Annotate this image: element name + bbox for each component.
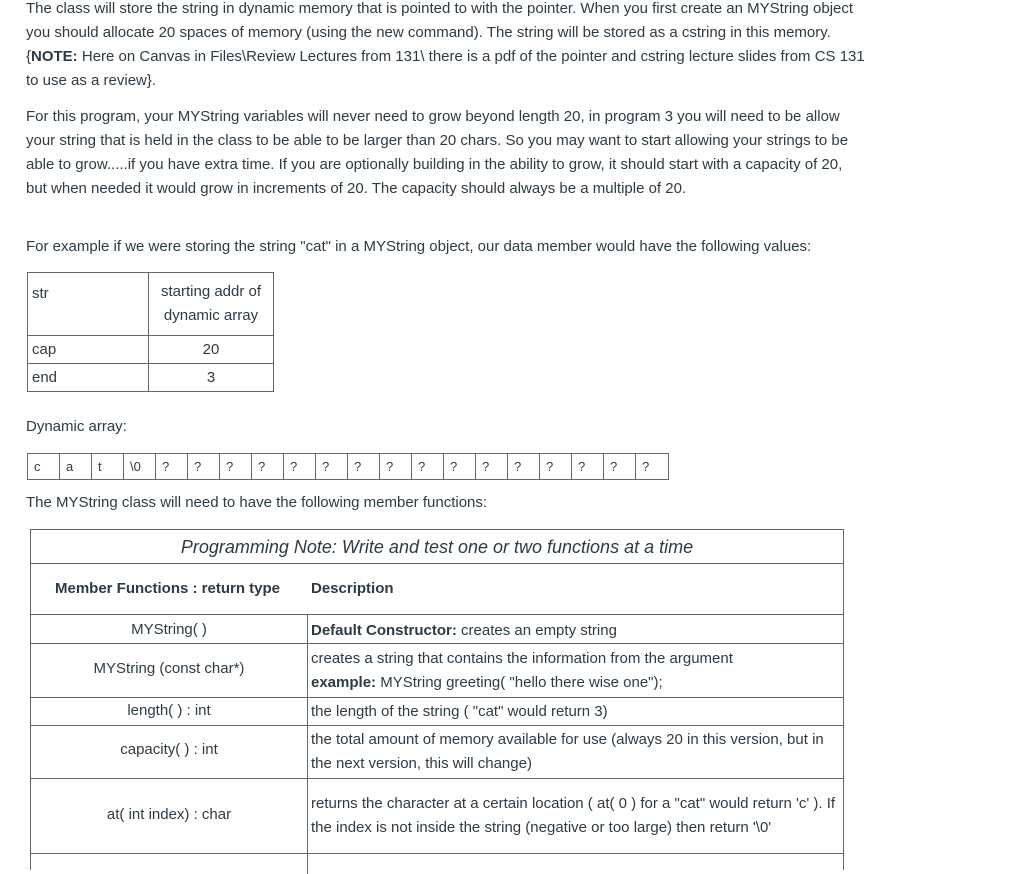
function-signature: capacity( ) : int xyxy=(120,741,218,758)
desc-text: creates a string that contains the information from the argument xyxy=(311,650,733,667)
array-cell: \0 xyxy=(124,454,156,479)
function-signature: length( ) : int xyxy=(127,702,211,719)
programming-note: Programming Note: Write and test one or two functions at a time xyxy=(31,530,843,564)
function-signature: MYString (const char*) xyxy=(93,660,245,677)
member-value: 3 xyxy=(149,364,274,392)
functions-intro: The MYString class will need to have the following member functions: xyxy=(26,494,488,511)
member-name: cap xyxy=(28,336,149,364)
array-cell: ? xyxy=(412,454,444,479)
paragraph-text: Here on Canvas in Files\Review Lectures from 131\ there is a pdf of the pointer and cstring lecture slides from CS 131 to use as a review}. xyxy=(26,48,865,89)
row-divider xyxy=(31,643,843,644)
function-description: returns the character at a certain location ( at( 0 ) for a "cat" would return 'c' ). If the index is not inside the string (negative or too large) then return '\0' xyxy=(311,795,836,836)
array-cell: ? xyxy=(572,454,604,479)
array-cell: ? xyxy=(284,454,316,479)
intro-paragraph-2: For this program, your MYString variables will never need to grow beyond length 20, in program 3 you will need to be allow your string that is held in the class to be able to be larger than 20 chars. So you may want to start allowing your strings to be able to grow.....if you have extra time. If you are optionally building in the ability to grow, it should start with a capacity of 20, but when needed it would grow in increments of 20. The capacity should always be a multiple of 20. xyxy=(26,108,849,197)
array-cell: ? xyxy=(642,459,650,474)
function-description xyxy=(311,619,841,643)
dynamic-array-label: Dynamic array: xyxy=(26,418,127,435)
note-label: NOTE: xyxy=(31,48,78,65)
array-cell: t xyxy=(92,454,124,479)
function-signature: at( int index) : char xyxy=(106,806,232,823)
member-name: end xyxy=(28,364,149,392)
row-divider xyxy=(31,778,843,779)
array-cell: ? xyxy=(188,454,220,479)
array-cell: ? xyxy=(220,454,252,479)
array-cell: ? xyxy=(316,454,348,479)
table-row xyxy=(28,336,274,364)
value-line: dynamic array xyxy=(163,307,259,324)
value-line: starting addr of xyxy=(160,283,262,300)
member-value xyxy=(149,273,274,336)
dynamic-array xyxy=(27,453,669,480)
array-cell: ? xyxy=(156,454,188,479)
row-divider xyxy=(31,697,843,698)
row-divider xyxy=(31,853,843,854)
function-description: the total amount of memory available for use (always 20 in this version, but in the next version, this will change) xyxy=(311,731,824,772)
array-cell: ? xyxy=(604,454,636,479)
array-cell: a xyxy=(60,454,92,479)
array-cell: ? xyxy=(540,454,572,479)
intro-paragraph-3: For example if we were storing the string "cat" in a MYString object, our data member would have the following values: xyxy=(26,238,812,255)
column-divider xyxy=(307,614,308,874)
member-functions-table xyxy=(30,529,844,870)
header-description: Description xyxy=(311,580,394,597)
table-row xyxy=(28,273,274,336)
row-divider xyxy=(31,725,843,726)
desc-text: creates an empty string xyxy=(456,622,617,639)
desc-text: MYString greeting( "hello there wise one"); xyxy=(376,674,663,691)
member-value: 20 xyxy=(149,336,274,364)
paragraph-text: The class will store the string in dynamic memory that is pointed to with the pointer. When you first create an MYString object you should allocate 20 spaces of memory (using the new command). The string will be stored as a cstring in this memory. { xyxy=(26,0,854,65)
array-cell: ? xyxy=(252,454,284,479)
data-members-table xyxy=(27,272,274,392)
desc-bold: example: xyxy=(311,674,377,691)
array-cell: ? xyxy=(476,454,508,479)
member-name: str xyxy=(28,273,149,336)
header-member-functions: Member Functions : return type xyxy=(55,580,281,597)
array-cell: ? xyxy=(444,454,476,479)
row-divider xyxy=(31,614,843,615)
function-signature: MYString( ) xyxy=(131,621,207,638)
table-row xyxy=(28,364,274,392)
function-description xyxy=(311,647,841,695)
array-cell: ? xyxy=(380,454,412,479)
array-cell: ? xyxy=(348,454,380,479)
function-description: the length of the string ( "cat" would return 3) xyxy=(311,703,608,720)
intro-paragraph-1 xyxy=(26,0,866,93)
desc-bold: Default Constructor: xyxy=(311,622,457,639)
array-cell: ? xyxy=(508,454,540,479)
array-cell: c xyxy=(28,454,60,479)
